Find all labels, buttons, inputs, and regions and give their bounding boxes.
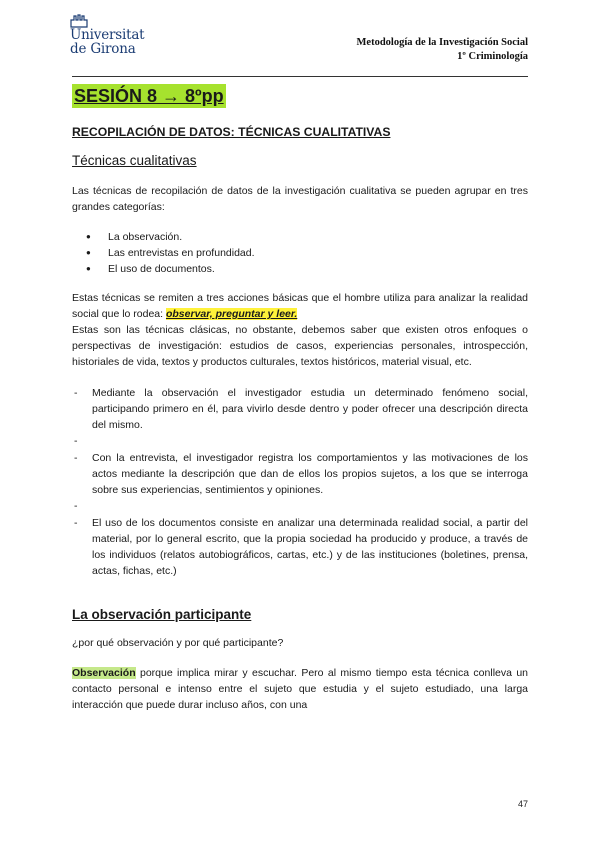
actions-text: Estas técnicas se remiten a tres acciones básicas que el hombre utiliza para analizar la realidad social que lo rodea: [72,292,528,320]
question-text: ¿por qué observación y por qué participante? [72,637,284,649]
page-header [357,36,529,64]
page-number: 47 [517,799,528,809]
logo-line2: de Girona [70,41,136,57]
actions-highlight: observar, preguntar y leer. [165,308,298,320]
header-divider [72,76,528,77]
classic-paragraph: Estas son las técnicas clásicas, no obstante, debemos saber que existen otros enfoques o perspectivas de investigación: estudios de casos, experiencias personales, introspección, historiales de vida, textos y productos culturales, textos históricos, material visual, etc. [72,324,528,368]
list-spacer [72,498,528,515]
list-item: - Con la entrevista, el investigador registra los comportamientos y las motivaciones de los actos mediante la descripción que dan de ellos los propios sujetos, a los que se interroga sobre sus experiencias, sentimientos y opiniones. [72,450,528,498]
subsection-title-2: La observación participante [72,607,252,622]
observation-text: porque implica mirar y escuchar. Pero al mismo tiempo esta técnica conlleva un contacto personal e intenso entre el sujeto que estudia y el sujeto estudiado, una larga interacción que puede durar incluso años, con una [72,667,528,711]
session-title: SESIÓN 8 → 8ºpp [74,86,224,106]
actions-paragraph [72,290,528,322]
list-item: ● Las entrevistas en profundidad. [72,245,528,261]
logo-line1: Universitat [70,27,145,43]
categories-list [72,229,528,277]
list-item: ● El uso de documentos. [72,261,528,277]
list-spacer [72,433,528,450]
observation-paragraph [72,665,528,713]
observation-label: Observación [72,667,136,679]
university-emblem-icon [70,14,88,28]
program-title: 1º Criminología [457,51,528,62]
subsection-title: Técnicas cualitativas [72,153,197,168]
list-item: ● La observación. [72,229,528,245]
logo-text [70,28,144,56]
document-body [72,124,528,713]
university-logo [70,14,150,66]
section-title: RECOPILACIÓN DE DATOS: TÉCNICAS CUALITATIVAS [72,125,391,139]
list-item: - Mediante la observación el investigador estudia un determinado fenómeno social, participando primero en él, para vivirlo desde dentro y poder ofrecer una descripción directa del mismo. [72,385,528,433]
intro-paragraph: Las técnicas de recopilación de datos de la investigación cualitativa se pueden agrupar en tres grandes categorías: [72,185,528,213]
techniques-list [72,385,528,579]
list-item: - El uso de los documentos consiste en analizar una determinada realidad social, a partir del material, por lo general escrito, que la propia sociedad ha producido y produce, a través de los individuos (relatos autobiográficos, cartas, etc.) y de las instituciones (boletines, prensa, actas, fichas, etc.) [72,515,528,579]
course-title: Metodología de la Investigación Social [356,37,528,48]
